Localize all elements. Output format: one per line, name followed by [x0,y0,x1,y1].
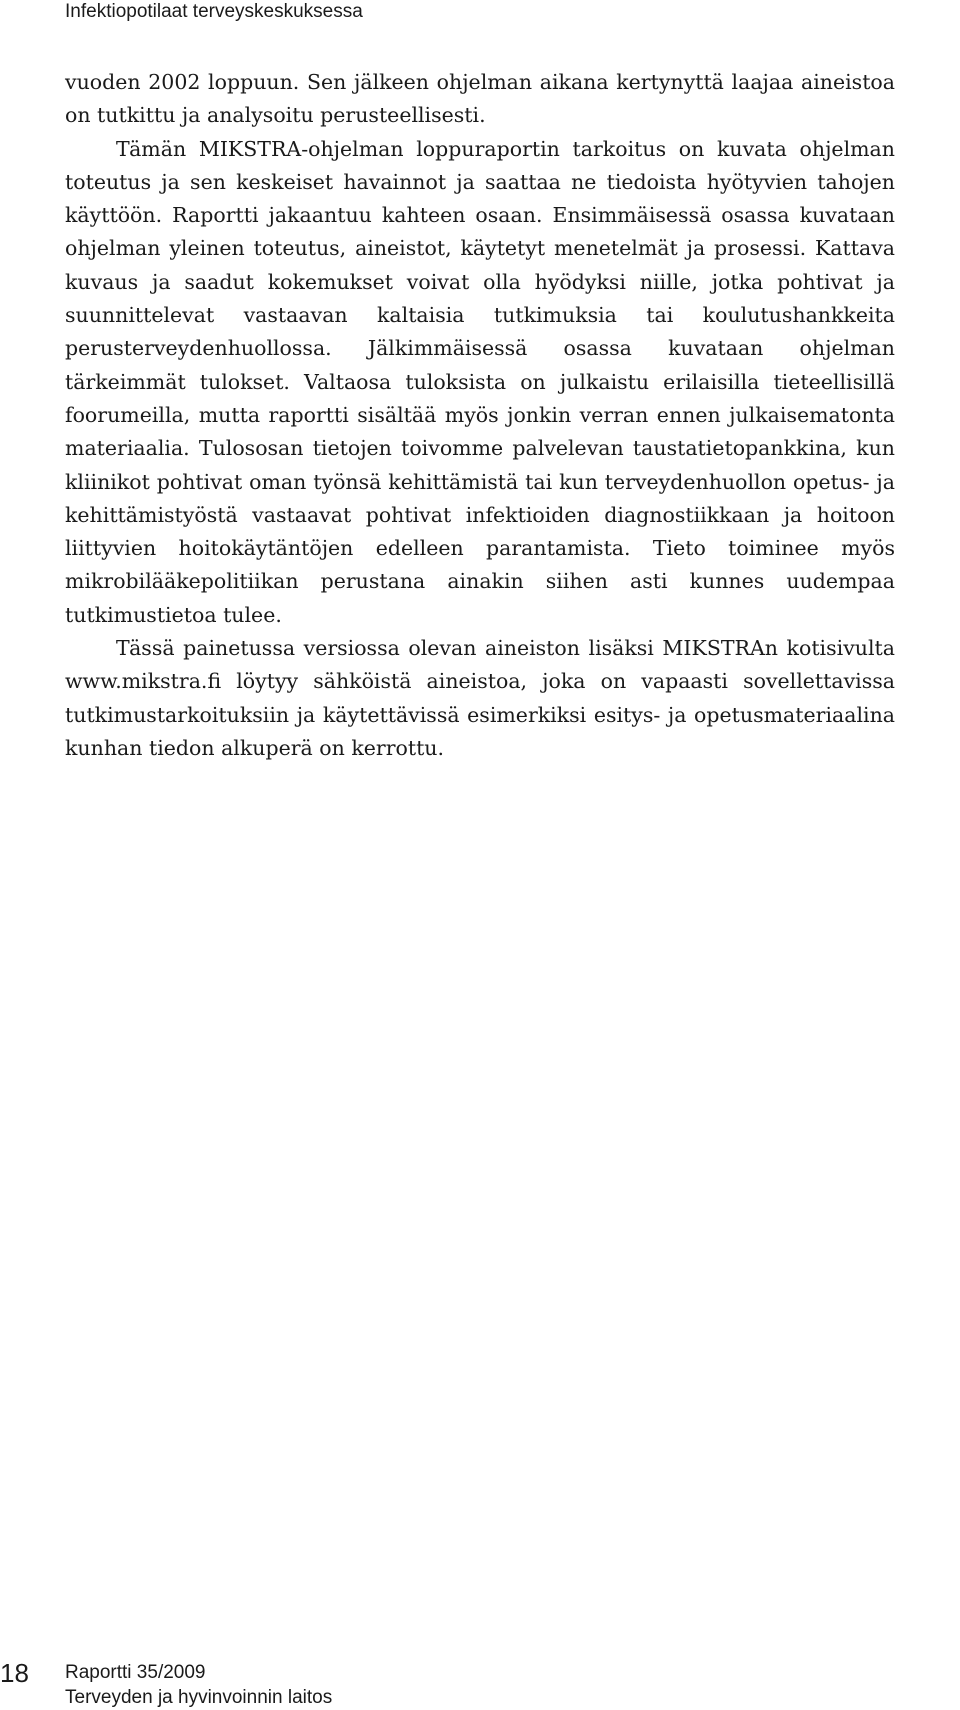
footer-report-line: Raportti 35/2009 [65,1662,206,1683]
paragraph-continuation: vuoden 2002 loppuun. Sen jälkeen ohjelman aikana kertynyttä laajaa aineistoa on tutkittu ja analysoitu perusteellisesti. [65,70,895,128]
body-text [65,66,895,765]
footer [65,1660,332,1710]
paragraph-report-purpose: Tämän MIKSTRA-ohjelman loppuraportin tarkoitus on kuvata ohjelman toteutus ja sen keskeiset havainnot ja saattaa ne tiedoista hyötyvien tahojen käyttöön. Raportti jakaantuu kahteen osaan. Ensimmäisessä osassa kuvataan ohjelman yleinen toteutus, aineistot, käytetyt menetelmät ja prosessi. Kattava kuvaus ja saadut kokemukset voivat olla hyödyksi niille, jotka pohtivat ja suunnittelevat vastaavan kaltaisia tutkimuksia tai koulutushankkeita perusterveydenhuollossa. Jälkimmäisessä osassa kuvataan ohjelman tärkeimmät tulokset. Valtaosa tuloksista on julkaistu erilaisilla tieteellisillä foorumeilla, mutta raportti sisältää myös jonkin verran ennen julkaisematonta materiaalia. Tulososan tietojen toivomme palvelevan taustatietopankkina, kun kliinikot pohtivat oman työnsä kehittämistä tai kun terveydenhuollon opetus- ja kehittämistyöstä vastaavat pohtivat infektioiden diagnostiikkaan ja hoitoon liittyvien hoitokäytäntöjen edelleen parantamista. Tieto toiminee myös mikrobilääkepolitiikan perustana ainakin siihen asti kunnes uudempaa tutkimustietoa tulee. [65,136,895,627]
page-number: 18 [0,1658,29,1688]
paragraph-web-material: Tässä painetussa versiossa olevan aineiston lisäksi MIKSTRAn kotisivulta www.mikstra.fi löytyy sähköistä aineistoa, joka on vapaasti sovellettavissa tutkimustarkoituksiin ja käytettävissä esimerkiksi esitys- ja opetusmateriaalina kunhan tiedon alkuperä on kerrottu. [65,636,895,760]
running-head-title: Infektiopotilaat terveyskeskuksessa [65,1,363,22]
footer-publisher-line: Terveyden ja hyvinvoinnin laitos [65,1687,333,1708]
